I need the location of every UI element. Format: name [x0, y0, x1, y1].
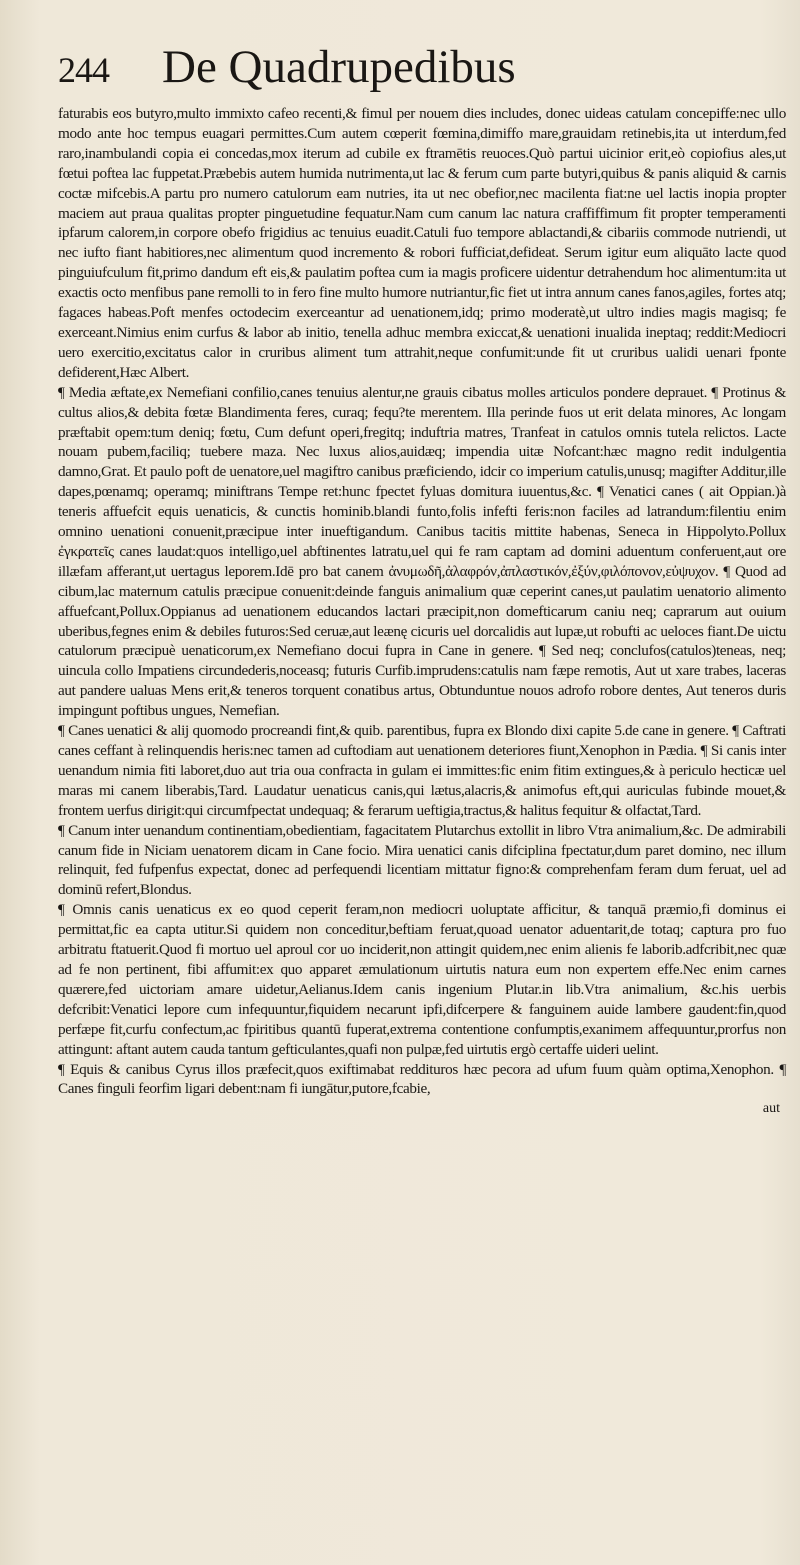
running-title: De Quadrupedibus — [162, 41, 516, 93]
text-body — [58, 104, 786, 1117]
paragraph: ¶ Omnis canis uenaticus ex eo quod ceperit feram,non mediocri uoluptate afficitur, & tanquā præmio,fi dominus ei permittat,fic ea capta utitur.Si quidem non conceditur,beftiam feruat,quoad uenator aduentarit,de totaq; captura pro fuo arbitratu ftatuerit.Quod fi mortuo uel aproul cor uo inciderit,non attingit quidem,nec enim alienis fe laborib.adfcribit,nec quæ ad fe non pertinent, fibi affumit:ex quo apparet æmulationum uirtutis natura eum non expertem effe.Nec enim carnes quærere,fed uictoriam amare uidetur,Aelianus.Idem canis ingenium Plutar.in lib.Vtra animalium, &c.his uerbis defcribit:Venatici lepore cum infequuntur,fiquidem necarunt ipfi,difcerpere & fanguinem auide lambere gaudent:fin,quod perfæpe fit,curfu confectum,ac fpiritibus quantū fuperat,extrema contentione confumptis,exanimem affequuntur,prorfus non attingunt: aftant autem cauda tantum gefticulantes,quafi non pulpæ,fed uirtutis ergò certaffe uideri uelint. — [58, 901, 786, 1058]
page-number: 244 — [58, 50, 109, 90]
paragraph: ¶ Canum inter uenandum continentiam,obedientiam, fagacitatem Plutarchus extollit in libro Vtra animalium,&c. De admirabili canum fide in Niciam uenatorem dicam in Cane focio. Mira uenatici canis difciplina fpectatur,dum paret domino, nec illum relinquit, fed fufpenfus expectat, donec ad perfequendi licentiam mittatur figno:& comprehenfam feram dum feruat, uel ad dominū refert,Blondus. — [58, 821, 786, 899]
paragraph: ¶ Media æftate,ex Nemefiani confilio,canes tenuius alentur,ne grauis cibatus molles articulos pondere deprauet. ¶ Protinus & cultus alios,& debita fœtæ Blandimenta feres, curaq; fequ?te merentem. Illa perinde fuos ut erit delata minores, Ac longam præftabit opem:tum deniq; fœtu, Cum defunt operi,fregitq; induftria matres, Tranfeat in catulos omnis tutela relictos. Lacte nouam pubem,faciliq; tuebere maza. Nec luxus alios,auidæq; impendia uitæ Nofcant:hæc magno redit indulgentia damno,Grat. Et paulo poft de uenatore,uel magiftro canibus præficiendo, idcir co imperium catulis,unusq; magifter Additur,ille dapes,pœnamq; operamq; miniftrans Tempe ret:hunc fpectet fyluas domitura iuuentus,&c. ¶ Venatici canes ( ait Oppian.)à teneris affuefcit equis uenaticis, & cunctis hominib.blandi funto,folis infefti feris:non faciles ad latrandum:filentiu enim omnino uenationi conuenit,præcipue inter inueftigandum. Canibus tacitis mittite habenas, Seneca in Hippolyto.Pollux ἐγκρατεῖς canes laudat:quos intelligo,uel abftinentes latratu,uel qui fe ram captam ad domini aduentum conferuent,aut ore illæfam afferant,ut uertagus leporem.Idē pro bat canem ἀνυμωδῆ,ἀλαφρόν,ἀπλαστικόν,ἐξύν,φιλόπονον,εὐψυχον. ¶ Quod ad cibum,lac maternum catulis præcipue conuenit:deinde fanguis animalium quæ ceperint canes,ut paulatim uenatorio alimento affuefcant,Pollux.Oppianus ad uenationem educandos lactari præcipit,non domefticarum caniu neq; caprarum aut ouium uberibus,fegnes enim & debiles futuros:Sed ceruæ,aut leænę cicuris uel dorcalidis aut lupæ,ut robufti ac ueloces fiant.De uictu catulorum præcipuè uenaticorum,ex Nemefiano docui fupra in Cane in genere. ¶ Sed neq; conclufos(catulos)teneas, neq; uincula collo Impatiens circundederis,noceasq; futuris Curfib.imprudens:catulis nam fæpe remotis, Aut ut xare trabes, laceras aut pandere ualuas Mens erit,& teneros torquent conatibus artus, Obtunduntue nouos adrofo robore dentes, Aut teneros duris impingunt poftibus ungues, Nemefian. — [58, 383, 786, 720]
paragraph: faturabis eos butyro,multo immixto cafeo recenti,& fimul per nouem dies includes, donec uideas catulam concepiffe:nec ullo modo ante hoc tempus euagari permittes.Cum autem cœperit fœmina,dimiffo mare,grauidam retinebis,ita ut interdum,fed raro,inambulandi copia ei concedas,mox iterum ad cubile ex ftramētis reuoces.Quò partui uicinior erit,eò copiofius ales,ut fœtui poftea lac fuppetat.Præbebis autem humida nutrimenta,ut lac & ferum cum parte butyri,quibus & panis aliquid & carnis coctæ mifcebis.A partu pro numero catulorum eam nutries, ita ut nec obefior,nec macilenta fiat:ne uel lactis inopia propter maciem aut praua qualitas propter pinguetudine fequatur.Nam cum canum lac natura craffiffimum fit propter temperamenti ipfarum calorem,in corpore obefo frigidius ac tenuius euadit.Catuli fuo tempore ablactandi,& cibariis commode nutriendi, ut nec iufto fiant habitiores,nec alimentum quod incremento & robori fufficiat,defideat. Serum igitur eum aliquāto lacte quod pinguiufculum fit,primo dandum eft eis,& paulatim poftea cum ia magis proficere uidentur detrahendum hoc alimentum:ita ut exactis octo menfibus pane remolli to in fero fine multo humore nutriantur,fic fiet ut intra annum canes fanos,agiles, fortes atq; fagaces habeas.Poft menfes octodecim exerceantur ad uenationem,idq; primo moderatè,ut ultro indies magis magisq; fe exerceant.Nimius enim curfus & labor ab initio, tenella adhuc membra exiccat,& uenationi inualida ineptaq; reddit:Mediocri uero exercitio,excitatus calor in cruribus aliment tum attrahit,neque confumit:unde fit ut cruribus ualidi uenari fponte defiderent,Hæc Albert. — [58, 105, 786, 381]
catchword: aut — [762, 1101, 780, 1117]
paragraph: ¶ Equis & canibus Cyrus illos præfecit,quos exiftimabat reddituros hæc pecora ad ufum fuum quàm optima,Xenophon. ¶ Canes finguli feorfim ligari debent:nam fi iungātur,putore,fcabie, — [58, 1060, 786, 1098]
page-header — [58, 40, 786, 100]
paragraph: ¶ Canes uenatici & alij quomodo procreandi fint,& quib. parentibus, fupra ex Blondo dixi capite 5.de cane in genere. ¶ Caftrati canes ceffant à relinquendis heris:nec tamen ad cuftodiam aut uenationem deteriores fiunt,Xenophon in Pædia. ¶ Si canis inter uenandum nimia fiti laboret,duo aut tria oua confracta in gulam ei immittes:fic enim fitim extingues,& à periculo hecticæ uel maras mi canem liberabis,Tard. Laudatur uenaticus canis,qui lætus,alacris,& animofus eft,qui auriculas fubinde mouet,& frontem uerfus dirigit:qui circumfpectat undequaq; & ferarum ueftigia,tractus,& halitus fequitur & olfactat,Tard. — [58, 722, 786, 819]
